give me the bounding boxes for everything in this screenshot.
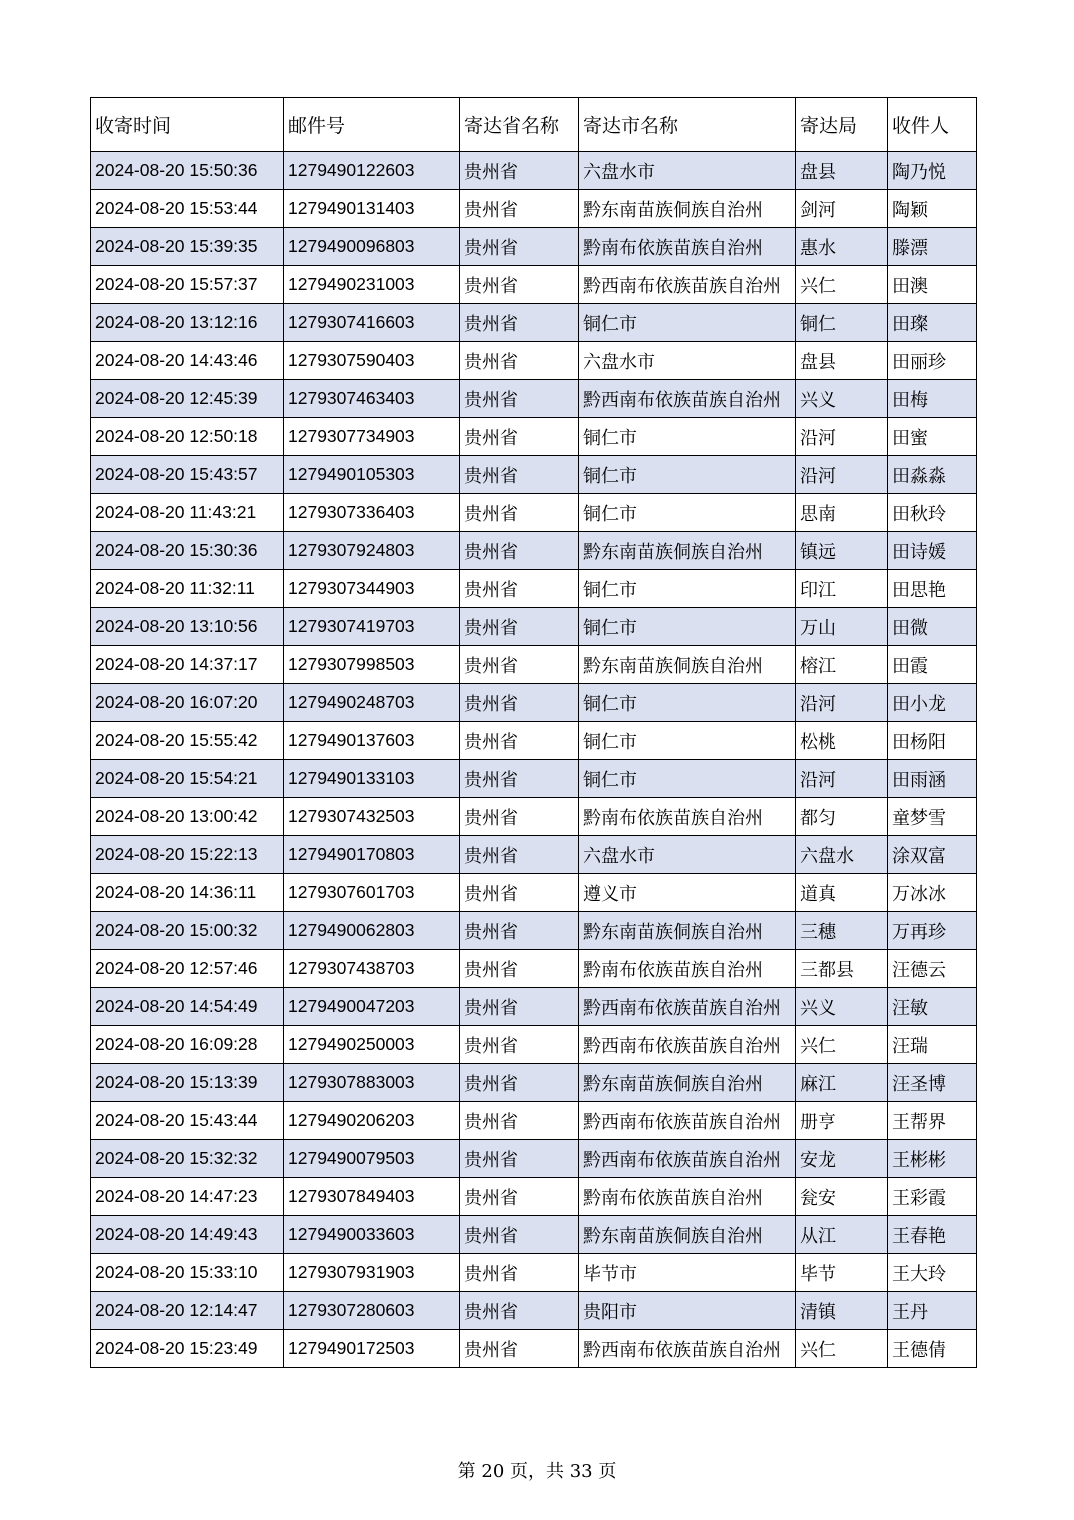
cell-dest-office: 都匀 — [796, 798, 888, 836]
cell-dest-office: 盘县 — [796, 152, 888, 190]
cell-mail-number: 1279307432503 — [284, 798, 460, 836]
cell-send-time: 2024-08-20 12:50:18 — [91, 418, 284, 456]
table-row — [91, 760, 977, 798]
cell-send-time: 2024-08-20 15:43:57 — [91, 456, 284, 494]
cell-recipient: 汪德云 — [888, 950, 977, 988]
cell-mail-number: 1279307336403 — [284, 494, 460, 532]
table-row — [91, 646, 977, 684]
cell-send-time: 2024-08-20 16:09:28 — [91, 1026, 284, 1064]
cell-recipient: 田雨涵 — [888, 760, 977, 798]
cell-dest-office: 兴仁 — [796, 1330, 888, 1368]
table-row — [91, 228, 977, 266]
cell-dest-city: 黔西南布依族苗族自治州 — [579, 988, 796, 1026]
cell-mail-number: 1279490122603 — [284, 152, 460, 190]
table-row — [91, 988, 977, 1026]
cell-mail-number: 1279307416603 — [284, 304, 460, 342]
cell-recipient: 王帮界 — [888, 1102, 977, 1140]
cell-dest-province: 贵州省 — [460, 1292, 579, 1330]
cell-send-time: 2024-08-20 14:54:49 — [91, 988, 284, 1026]
table-row — [91, 1330, 977, 1368]
page-footer: 第 20 页，共 33 页 — [457, 1461, 617, 1482]
cell-mail-number: 1279307883003 — [284, 1064, 460, 1102]
cell-dest-office: 沿河 — [796, 760, 888, 798]
cell-dest-city: 黔西南布依族苗族自治州 — [579, 1330, 796, 1368]
cell-dest-province: 贵州省 — [460, 950, 579, 988]
table-row — [91, 532, 977, 570]
table-row — [91, 798, 977, 836]
table-row — [91, 874, 977, 912]
header-dest-city: 寄达市名称 — [579, 98, 796, 152]
cell-recipient: 陶颖 — [888, 190, 977, 228]
cell-recipient: 田思艳 — [888, 570, 977, 608]
cell-send-time: 2024-08-20 14:37:17 — [91, 646, 284, 684]
cell-dest-city: 六盘水市 — [579, 342, 796, 380]
cell-recipient: 滕漂 — [888, 228, 977, 266]
header-recipient: 收件人 — [888, 98, 977, 152]
cell-dest-office: 松桃 — [796, 722, 888, 760]
table-row — [91, 190, 977, 228]
table-row — [91, 342, 977, 380]
cell-dest-province: 贵州省 — [460, 1064, 579, 1102]
cell-mail-number: 1279490079503 — [284, 1140, 460, 1178]
cell-dest-province: 贵州省 — [460, 228, 579, 266]
cell-mail-number: 1279490062803 — [284, 912, 460, 950]
cell-mail-number: 1279490096803 — [284, 228, 460, 266]
cell-send-time: 2024-08-20 15:55:42 — [91, 722, 284, 760]
cell-mail-number: 1279307998503 — [284, 646, 460, 684]
table-row — [91, 1292, 977, 1330]
cell-recipient: 田澳 — [888, 266, 977, 304]
cell-dest-province: 贵州省 — [460, 760, 579, 798]
cell-dest-office: 六盘水 — [796, 836, 888, 874]
cell-send-time: 2024-08-20 15:53:44 — [91, 190, 284, 228]
cell-dest-office: 惠水 — [796, 228, 888, 266]
cell-recipient: 汪敏 — [888, 988, 977, 1026]
cell-mail-number: 1279307438703 — [284, 950, 460, 988]
table-row — [91, 836, 977, 874]
table-row — [91, 950, 977, 988]
cell-dest-city: 黔西南布依族苗族自治州 — [579, 1140, 796, 1178]
header-dest-province: 寄达省名称 — [460, 98, 579, 152]
cell-send-time: 2024-08-20 15:32:32 — [91, 1140, 284, 1178]
cell-recipient: 陶乃悦 — [888, 152, 977, 190]
cell-dest-city: 黔南布依族苗族自治州 — [579, 228, 796, 266]
cell-mail-number: 1279307419703 — [284, 608, 460, 646]
cell-recipient: 田丽珍 — [888, 342, 977, 380]
cell-mail-number: 1279490172503 — [284, 1330, 460, 1368]
cell-mail-number: 1279307931903 — [284, 1254, 460, 1292]
cell-recipient: 万再珍 — [888, 912, 977, 950]
cell-dest-office: 沿河 — [796, 456, 888, 494]
cell-dest-city: 铜仁市 — [579, 608, 796, 646]
cell-send-time: 2024-08-20 15:33:10 — [91, 1254, 284, 1292]
cell-mail-number: 1279490033603 — [284, 1216, 460, 1254]
cell-send-time: 2024-08-20 15:50:36 — [91, 152, 284, 190]
cell-dest-city: 黔东南苗族侗族自治州 — [579, 1064, 796, 1102]
cell-recipient: 王大玲 — [888, 1254, 977, 1292]
table-row — [91, 1026, 977, 1064]
cell-dest-city: 黔东南苗族侗族自治州 — [579, 190, 796, 228]
cell-mail-number: 1279490047203 — [284, 988, 460, 1026]
cell-dest-office: 万山 — [796, 608, 888, 646]
table-row — [91, 456, 977, 494]
cell-dest-office: 沿河 — [796, 684, 888, 722]
cell-dest-office: 兴仁 — [796, 1026, 888, 1064]
cell-send-time: 2024-08-20 13:12:16 — [91, 304, 284, 342]
cell-dest-province: 贵州省 — [460, 912, 579, 950]
cell-dest-city: 铜仁市 — [579, 760, 796, 798]
cell-dest-office: 剑河 — [796, 190, 888, 228]
cell-mail-number: 1279307601703 — [284, 874, 460, 912]
cell-dest-province: 贵州省 — [460, 836, 579, 874]
cell-mail-number: 1279307924803 — [284, 532, 460, 570]
cell-dest-province: 贵州省 — [460, 988, 579, 1026]
cell-dest-city: 黔西南布依族苗族自治州 — [579, 266, 796, 304]
cell-send-time: 2024-08-20 13:10:56 — [91, 608, 284, 646]
cell-dest-province: 贵州省 — [460, 494, 579, 532]
cell-recipient: 田诗媛 — [888, 532, 977, 570]
cell-dest-province: 贵州省 — [460, 608, 579, 646]
table-row — [91, 418, 977, 456]
cell-send-time: 2024-08-20 16:07:20 — [91, 684, 284, 722]
table-row — [91, 380, 977, 418]
cell-dest-office: 麻江 — [796, 1064, 888, 1102]
cell-send-time: 2024-08-20 15:23:49 — [91, 1330, 284, 1368]
cell-mail-number: 1279490206203 — [284, 1102, 460, 1140]
table-row — [91, 1178, 977, 1216]
cell-dest-province: 贵州省 — [460, 304, 579, 342]
cell-dest-office: 榕江 — [796, 646, 888, 684]
cell-dest-office: 清镇 — [796, 1292, 888, 1330]
cell-recipient: 田霞 — [888, 646, 977, 684]
cell-dest-city: 铜仁市 — [579, 418, 796, 456]
cell-send-time: 2024-08-20 15:13:39 — [91, 1064, 284, 1102]
cell-dest-city: 黔西南布依族苗族自治州 — [579, 380, 796, 418]
cell-mail-number: 1279307590403 — [284, 342, 460, 380]
cell-recipient: 田淼淼 — [888, 456, 977, 494]
cell-dest-province: 贵州省 — [460, 1140, 579, 1178]
cell-dest-province: 贵州省 — [460, 152, 579, 190]
cell-send-time: 2024-08-20 11:32:11 — [91, 570, 284, 608]
cell-dest-office: 兴义 — [796, 380, 888, 418]
cell-dest-province: 贵州省 — [460, 266, 579, 304]
cell-dest-city: 黔西南布依族苗族自治州 — [579, 1026, 796, 1064]
cell-recipient: 王德倩 — [888, 1330, 977, 1368]
cell-dest-city: 遵义市 — [579, 874, 796, 912]
cell-recipient: 田蜜 — [888, 418, 977, 456]
cell-send-time: 2024-08-20 15:54:21 — [91, 760, 284, 798]
cell-send-time: 2024-08-20 13:00:42 — [91, 798, 284, 836]
cell-dest-office: 三穗 — [796, 912, 888, 950]
cell-mail-number: 1279490248703 — [284, 684, 460, 722]
table-row — [91, 1140, 977, 1178]
cell-send-time: 2024-08-20 12:45:39 — [91, 380, 284, 418]
cell-recipient: 汪圣博 — [888, 1064, 977, 1102]
cell-send-time: 2024-08-20 15:39:35 — [91, 228, 284, 266]
table-row — [91, 608, 977, 646]
cell-mail-number: 1279490131403 — [284, 190, 460, 228]
cell-dest-province: 贵州省 — [460, 1330, 579, 1368]
cell-recipient: 田微 — [888, 608, 977, 646]
cell-send-time: 2024-08-20 15:22:13 — [91, 836, 284, 874]
cell-dest-office: 安龙 — [796, 1140, 888, 1178]
cell-send-time: 2024-08-20 14:36:11 — [91, 874, 284, 912]
cell-recipient: 田秋玲 — [888, 494, 977, 532]
cell-mail-number: 1279490133103 — [284, 760, 460, 798]
cell-mail-number: 1279307344903 — [284, 570, 460, 608]
cell-dest-office: 印江 — [796, 570, 888, 608]
table-row — [91, 266, 977, 304]
cell-send-time: 2024-08-20 12:57:46 — [91, 950, 284, 988]
cell-dest-office: 思南 — [796, 494, 888, 532]
cell-recipient: 童梦雪 — [888, 798, 977, 836]
cell-mail-number: 1279490137603 — [284, 722, 460, 760]
cell-send-time: 2024-08-20 14:47:23 — [91, 1178, 284, 1216]
cell-mail-number: 1279490250003 — [284, 1026, 460, 1064]
cell-mail-number: 1279490105303 — [284, 456, 460, 494]
cell-dest-city: 黔西南布依族苗族自治州 — [579, 1102, 796, 1140]
table-row — [91, 152, 977, 190]
cell-dest-city: 铜仁市 — [579, 494, 796, 532]
table-row — [91, 912, 977, 950]
cell-dest-office: 兴仁 — [796, 266, 888, 304]
table-row — [91, 304, 977, 342]
cell-dest-office: 兴义 — [796, 988, 888, 1026]
cell-dest-office: 镇远 — [796, 532, 888, 570]
table-row — [91, 1064, 977, 1102]
cell-dest-city: 铜仁市 — [579, 722, 796, 760]
cell-dest-city: 贵阳市 — [579, 1292, 796, 1330]
cell-dest-province: 贵州省 — [460, 874, 579, 912]
cell-dest-city: 黔东南苗族侗族自治州 — [579, 532, 796, 570]
cell-mail-number: 1279490170803 — [284, 836, 460, 874]
cell-mail-number: 1279490231003 — [284, 266, 460, 304]
cell-send-time: 2024-08-20 12:14:47 — [91, 1292, 284, 1330]
cell-mail-number: 1279307734903 — [284, 418, 460, 456]
cell-recipient: 田杨阳 — [888, 722, 977, 760]
cell-mail-number: 1279307463403 — [284, 380, 460, 418]
cell-send-time: 2024-08-20 14:49:43 — [91, 1216, 284, 1254]
header-send-time: 收寄时间 — [91, 98, 284, 152]
cell-dest-province: 贵州省 — [460, 722, 579, 760]
cell-dest-city: 铜仁市 — [579, 304, 796, 342]
cell-recipient: 汪瑞 — [888, 1026, 977, 1064]
table-row — [91, 1254, 977, 1292]
header-dest-office: 寄达局 — [796, 98, 888, 152]
cell-dest-office: 三都县 — [796, 950, 888, 988]
cell-dest-province: 贵州省 — [460, 532, 579, 570]
cell-send-time: 2024-08-20 14:43:46 — [91, 342, 284, 380]
cell-dest-province: 贵州省 — [460, 190, 579, 228]
cell-dest-province: 贵州省 — [460, 1102, 579, 1140]
cell-dest-city: 铜仁市 — [579, 684, 796, 722]
cell-recipient: 王丹 — [888, 1292, 977, 1330]
table-row — [91, 1102, 977, 1140]
cell-dest-province: 贵州省 — [460, 798, 579, 836]
table-row — [91, 1216, 977, 1254]
cell-send-time: 2024-08-20 15:00:32 — [91, 912, 284, 950]
cell-recipient: 田小龙 — [888, 684, 977, 722]
cell-dest-office: 沿河 — [796, 418, 888, 456]
table-row — [91, 570, 977, 608]
cell-dest-city: 黔南布依族苗族自治州 — [579, 950, 796, 988]
cell-recipient: 王彬彬 — [888, 1140, 977, 1178]
cell-dest-province: 贵州省 — [460, 380, 579, 418]
table-body — [91, 152, 977, 1368]
cell-dest-city: 黔东南苗族侗族自治州 — [579, 912, 796, 950]
cell-dest-province: 贵州省 — [460, 570, 579, 608]
table-row — [91, 722, 977, 760]
cell-mail-number: 1279307849403 — [284, 1178, 460, 1216]
header-mail-number: 邮件号 — [284, 98, 460, 152]
cell-dest-office: 铜仁 — [796, 304, 888, 342]
cell-dest-city: 铜仁市 — [579, 456, 796, 494]
cell-send-time: 2024-08-20 15:43:44 — [91, 1102, 284, 1140]
cell-dest-city: 六盘水市 — [579, 152, 796, 190]
cell-dest-office: 从江 — [796, 1216, 888, 1254]
cell-dest-province: 贵州省 — [460, 684, 579, 722]
table-row — [91, 494, 977, 532]
cell-dest-office: 册亨 — [796, 1102, 888, 1140]
cell-dest-city: 黔南布依族苗族自治州 — [579, 798, 796, 836]
cell-dest-province: 贵州省 — [460, 1254, 579, 1292]
cell-send-time: 2024-08-20 15:30:36 — [91, 532, 284, 570]
cell-dest-office: 盘县 — [796, 342, 888, 380]
cell-recipient: 涂双富 — [888, 836, 977, 874]
cell-dest-city: 六盘水市 — [579, 836, 796, 874]
cell-send-time: 2024-08-20 11:43:21 — [91, 494, 284, 532]
cell-recipient: 王春艳 — [888, 1216, 977, 1254]
cell-dest-province: 贵州省 — [460, 342, 579, 380]
cell-dest-city: 黔南布依族苗族自治州 — [579, 1178, 796, 1216]
cell-dest-province: 贵州省 — [460, 418, 579, 456]
cell-dest-province: 贵州省 — [460, 456, 579, 494]
cell-recipient: 万冰冰 — [888, 874, 977, 912]
table-row — [91, 684, 977, 722]
cell-dest-province: 贵州省 — [460, 646, 579, 684]
cell-dest-province: 贵州省 — [460, 1216, 579, 1254]
cell-recipient: 王彩霞 — [888, 1178, 977, 1216]
cell-dest-city: 黔东南苗族侗族自治州 — [579, 646, 796, 684]
cell-dest-province: 贵州省 — [460, 1026, 579, 1064]
cell-dest-city: 铜仁市 — [579, 570, 796, 608]
cell-dest-province: 贵州省 — [460, 1178, 579, 1216]
cell-dest-office: 道真 — [796, 874, 888, 912]
cell-dest-city: 毕节市 — [579, 1254, 796, 1292]
mail-records-table — [90, 97, 977, 1368]
table-header-row — [91, 98, 977, 152]
cell-mail-number: 1279307280603 — [284, 1292, 460, 1330]
cell-dest-office: 毕节 — [796, 1254, 888, 1292]
cell-recipient: 田梅 — [888, 380, 977, 418]
cell-send-time: 2024-08-20 15:57:37 — [91, 266, 284, 304]
cell-dest-office: 瓮安 — [796, 1178, 888, 1216]
cell-dest-city: 黔东南苗族侗族自治州 — [579, 1216, 796, 1254]
cell-recipient: 田璨 — [888, 304, 977, 342]
